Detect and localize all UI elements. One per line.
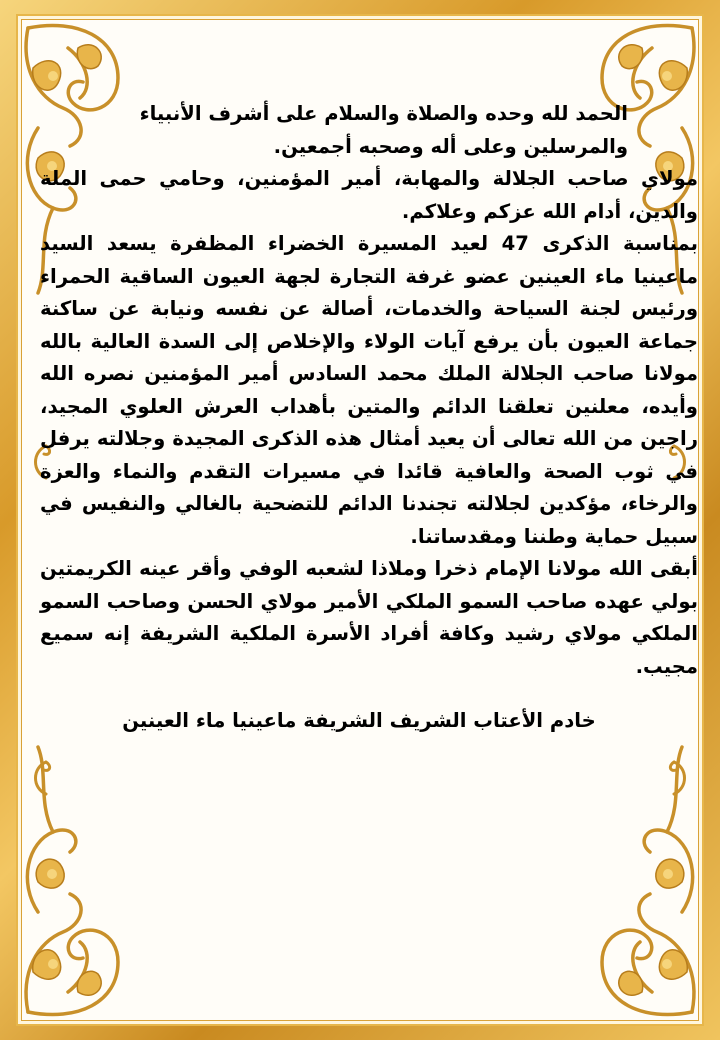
main-message: بمناسبة الذكرى 47 لعيد المسيرة الخضراء المظفرة يسعد السيد ماعينيا ماء العينين عضو غرفة التجارة لجهة العيون الساقية الحمراء ورئيس لجنة السياحة والخدمات، أصالة عن نفسه ونيابة عن ساكنة جماعة العيون بأن يرفع آيات الولاء والإخلاص إلى السدة العالية بالله مولانا صاحب الجلالة الملك محمد السادس أمير المؤمنين نصره الله وأيده، معلنين تعلقنا الدائم والمتين بأهداب العرش العلوي المجيد، راجين من الله تعالى أن يعيد أمثال هذه الذكرى المجيدة وجلالته يرفل في ثوب الصحة والعافية قائدا في مسيرات التقدم والنماء والعزة والرخاء، مؤكدين لجلالته تجندنا الدائم للتضحية بالغالي والنفيس في سبيل حماية وطننا ومقدساتنا. — [40, 232, 698, 548]
signature: خادم الأعتاب الشريف الشريفة ماعينيا ماء العينين — [122, 709, 596, 732]
opening-praise: الحمد لله وحده والصلاة والسلام على أشرف الأنبياء والمرسلين وعلى أله وصحبه أجمعين. — [139, 102, 628, 158]
letter-body — [40, 98, 698, 980]
royal-salutation: مولاي صاحب الجلالة والمهابة، أمير المؤمنين، وحامي حمى الملة والدين، أدام الله عزكم وعلاكم. — [40, 167, 698, 223]
closing-prayer: أبقى الله مولانا الإمام ذخرا وملاذا لشعبه الوفي وأقر عينه الكريمتين بولي عهده صاحب السمو الملكي الأمير مولاي الحسن وصاحب السمو الملكي مولاي رشيد وكافة أفراد الأسرة الملكية الشريفة إنه سميع مجيب. — [40, 557, 698, 678]
